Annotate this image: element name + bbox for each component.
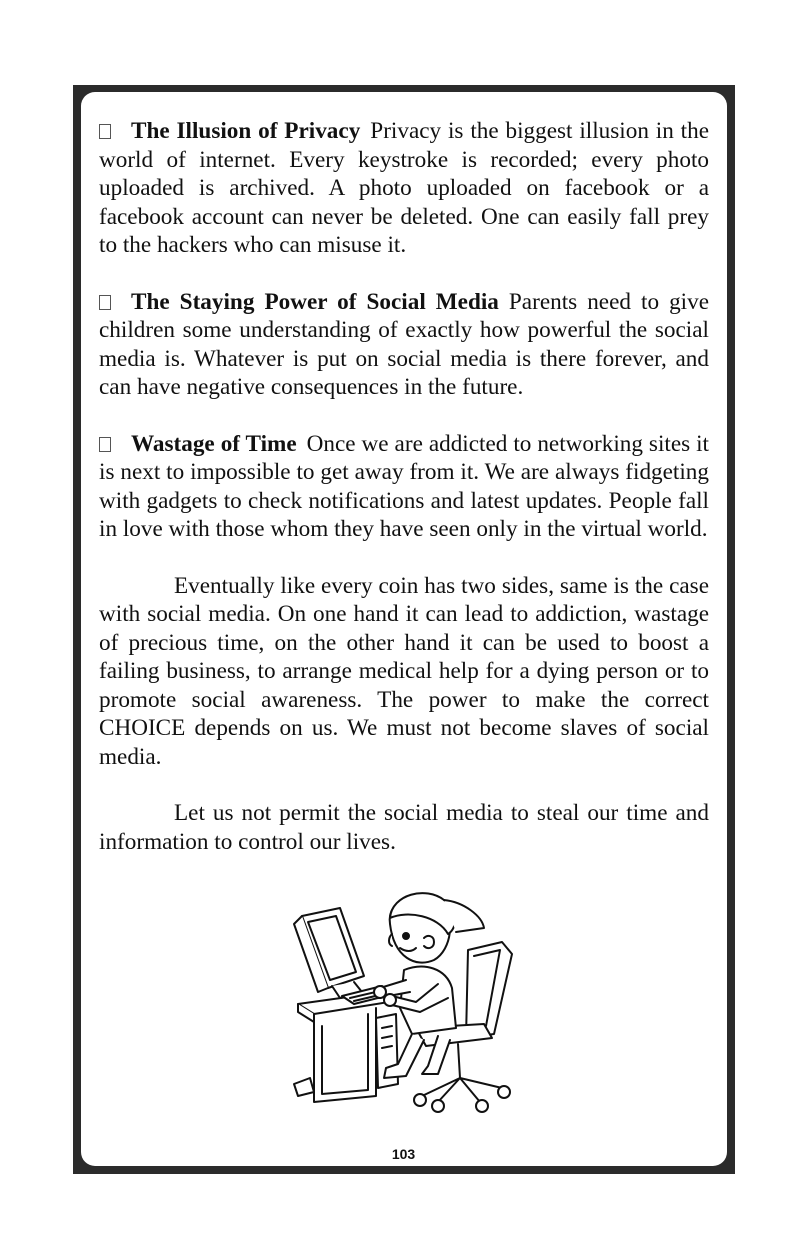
child-at-computer-illustration bbox=[288, 888, 520, 1118]
conclusion-paragraph bbox=[99, 572, 709, 772]
paragraph-heading: The Illusion of Privacy bbox=[131, 118, 361, 144]
paragraph-body: Parents need to give children some understanding of exactly how powerful the social media is. Whatever is put on social media is there forever, and can have negative consequences in the future. bbox=[99, 288, 709, 400]
bullet-paragraph-privacy bbox=[99, 117, 709, 260]
paragraph-body: Once we are addicted to networking sites it is next to impossible to get away from it. We are always fidgeting with gadgets to check notifications and latest updates. People fall in love with those whom they have seen only in the virtual world. bbox=[99, 430, 709, 542]
paragraph-heading: The Staying Power of Social Media bbox=[131, 288, 499, 315]
bullet-paragraph-wastage bbox=[99, 430, 709, 544]
bullet-box-icon bbox=[99, 124, 111, 139]
paragraph-heading: Wastage of Time bbox=[131, 430, 297, 457]
page-content bbox=[99, 117, 709, 856]
page-number: 103 bbox=[391, 1146, 416, 1162]
paragraph-body: Privacy is the biggest illusion in the world of internet. Every keystroke is recorded; every photo uploaded is archived. A photo uploaded on facebook or a facebook account can never be deleted. One can easily fall prey to the hackers who can misuse it. bbox=[99, 118, 710, 258]
bullet-paragraph-staying-power bbox=[99, 288, 709, 402]
closing-paragraph bbox=[99, 799, 709, 856]
bullet-box-icon bbox=[99, 437, 111, 452]
paragraph-body: Let us not permit the social media to steal our time and information to control our lives. bbox=[99, 800, 709, 855]
paragraph-body: Eventually like every coin has two sides, same is the case with social media. On one hand it can lead to addiction, wastage of precious time, on the other hand it can be used to boost a failing business, to arrange medical help for a dying person or to promote social awareness. The power to make the correct CHOICE depends on us. We must not become slaves of social media. bbox=[99, 572, 709, 770]
bullet-box-icon bbox=[99, 295, 111, 310]
